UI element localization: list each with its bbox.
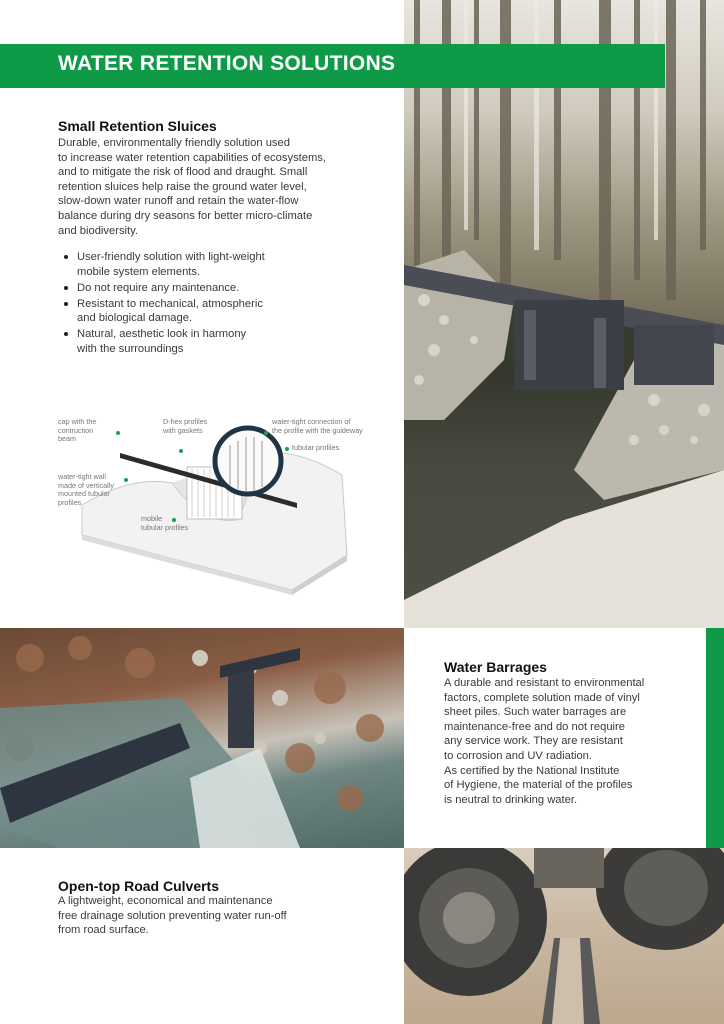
label-water-tight-connection: water-tight connection of the profile with the guideway bbox=[272, 417, 363, 435]
road-culvert-photo bbox=[404, 848, 724, 1024]
label-mobile-tubular-profiles: mobile tubular profiles bbox=[141, 514, 189, 532]
label-marker-dot bbox=[172, 518, 176, 522]
label-marker-dot bbox=[264, 431, 268, 435]
culverts-description: A lightweight, economical and maintenance free drainage solution preventing water run-off from road surface. bbox=[58, 895, 287, 937]
label-marker-dot bbox=[179, 449, 183, 453]
barrages-description: A durable and resistant to environmental factors, complete solution made of vinyl sheet piles. Such water barrages are maintenance-free and do not require any service work. They are resistant to corrosion and UV radiation. As certified by the National Institute of Hygiene, the material of the profiles is neutral to drinking water. bbox=[444, 677, 645, 806]
list-item: Do not require any maintenance. bbox=[62, 281, 302, 296]
list-item: User-friendly solution with light-weight mobile system elements. bbox=[62, 250, 302, 279]
label-water-tight-wall: water-tight wall made of vertically mounted tubular profiles bbox=[58, 472, 114, 507]
label-marker-dot bbox=[285, 447, 289, 451]
culverts-heading: Open-top Road Culverts bbox=[58, 878, 220, 894]
water-barrage-photo bbox=[0, 628, 404, 848]
label-marker-dot bbox=[124, 478, 128, 482]
label-tubular-profiles: tubular profiles bbox=[292, 443, 340, 452]
sluice-diagram bbox=[52, 405, 397, 605]
sluices-heading: Small Retention Sluices bbox=[58, 118, 217, 134]
barrages-heading: Water Barrages bbox=[444, 659, 547, 675]
list-item: Natural, aesthetic look in harmony with the surroundings bbox=[62, 327, 302, 356]
green-accent-strip bbox=[706, 628, 724, 848]
label-cap-beam: cap with the contruction beam bbox=[58, 417, 97, 444]
label-marker-dot bbox=[116, 431, 120, 435]
list-item: Resistant to mechanical, atmospheric and biological damage. bbox=[62, 297, 302, 326]
label-dhex-profiles: D-hex profiles with gaskets bbox=[163, 417, 208, 435]
page-title: WATER RETENTION SOLUTIONS bbox=[58, 52, 396, 75]
forest-sluice-photo bbox=[404, 0, 724, 628]
sluices-feature-list bbox=[62, 250, 302, 358]
sluices-description: Durable, environmentally friendly solution used to increase water retention capabilities of ecosystems, and to mitigate the risk of flood and draught. Small retention sluices help raise the ground water level, slow-down water runoff and retain the water-flow balance during dry seasons for better micro-climate and biodiversity. bbox=[58, 137, 327, 237]
